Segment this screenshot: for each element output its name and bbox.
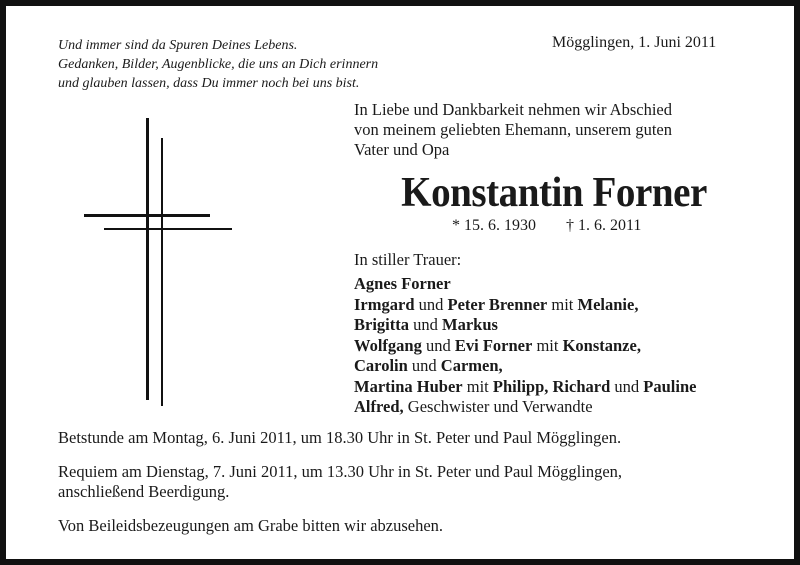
prayer-service: Betstunde am Montag, 6. Juni 2011, um 18.30 Uhr in St. Peter und Paul Mögglingen. bbox=[58, 428, 622, 447]
mourner-connector: Geschwister und Verwandte bbox=[403, 397, 593, 416]
life-dates bbox=[452, 217, 641, 235]
place-date: Mögglingen, 1. Juni 2011 bbox=[552, 34, 717, 51]
mourner-line bbox=[354, 336, 696, 357]
mourner-line bbox=[354, 377, 696, 398]
mourner-name: Irmgard bbox=[354, 294, 415, 314]
intro-line: Vater und Opa bbox=[354, 140, 450, 159]
mourner-name: Alfred, bbox=[354, 397, 404, 416]
mourner-connector: mit bbox=[462, 376, 493, 396]
farewell-intro bbox=[354, 100, 672, 160]
birth-date: * 15. 6. 1930 bbox=[452, 217, 536, 234]
condolence-note: Von Beileidsbezeugungen am Grabe bitten wir abzusehen. bbox=[58, 516, 444, 535]
mourner-name: Konstanze, bbox=[562, 335, 641, 355]
mourner-name: Martina Huber bbox=[354, 376, 463, 396]
mourner-line bbox=[354, 397, 696, 418]
requiem-line: Requiem am Dienstag, 7. Juni 2011, um 13.30 Uhr in St. Peter und Paul Mögglingen, bbox=[58, 462, 623, 481]
quote-line: Und immer sind da Spuren Deines Lebens. bbox=[58, 38, 298, 53]
mourner-line bbox=[354, 315, 696, 336]
cross-horizontal-bottom bbox=[104, 228, 232, 230]
cross-horizontal-top bbox=[84, 214, 210, 217]
mourner-connector: und bbox=[610, 376, 644, 396]
intro-line: In Liebe und Dankbarkeit nehmen wir Abschied bbox=[354, 100, 672, 119]
mourner-line bbox=[354, 274, 696, 295]
mourner-name: Brigitta bbox=[354, 315, 409, 334]
mourner-line bbox=[354, 356, 696, 377]
mourner-name: Carmen, bbox=[440, 356, 503, 375]
mourner-name: Agnes Forner bbox=[354, 274, 451, 293]
mourner-connector: mit bbox=[532, 335, 563, 355]
mourner-connector: und bbox=[409, 315, 442, 334]
mourners-list bbox=[354, 274, 696, 418]
intro-line: von meinem geliebten Ehemann, unserem guten bbox=[354, 120, 672, 139]
mourner-connector: mit bbox=[547, 294, 578, 314]
mourner-connector: und bbox=[407, 356, 441, 375]
mourner-name: Melanie, bbox=[577, 294, 639, 314]
mourner-name: Carolin bbox=[354, 356, 408, 375]
mourner-name: Wolfgang bbox=[354, 335, 422, 355]
cross-vertical-left bbox=[146, 118, 149, 400]
mourner-name: Philipp, Richard bbox=[492, 376, 611, 396]
mourner-line bbox=[354, 295, 696, 316]
mourner-connector: und bbox=[414, 294, 448, 314]
mourner-name: Markus bbox=[442, 315, 498, 334]
requiem-line: anschließend Beerdigung. bbox=[58, 482, 230, 501]
cross-vertical-right bbox=[161, 138, 163, 406]
cross-icon bbox=[84, 118, 244, 408]
memorial-quote bbox=[58, 36, 378, 93]
death-date: † 1. 6. 2011 bbox=[566, 217, 642, 234]
deceased-name: Konstantin Forner bbox=[401, 170, 707, 216]
mourner-connector: und bbox=[421, 335, 455, 355]
mourner-name: Peter Brenner bbox=[447, 294, 548, 314]
quote-line: und glauben lassen, dass Du immer noch bei uns bist. bbox=[58, 76, 360, 91]
mourner-name: Evi Forner bbox=[454, 335, 533, 355]
quote-line: Gedanken, Bilder, Augenblicke, die uns an Dich erinnern bbox=[58, 57, 379, 72]
mourner-name: Pauline bbox=[643, 376, 697, 396]
mourning-label: In stiller Trauer: bbox=[354, 250, 462, 269]
